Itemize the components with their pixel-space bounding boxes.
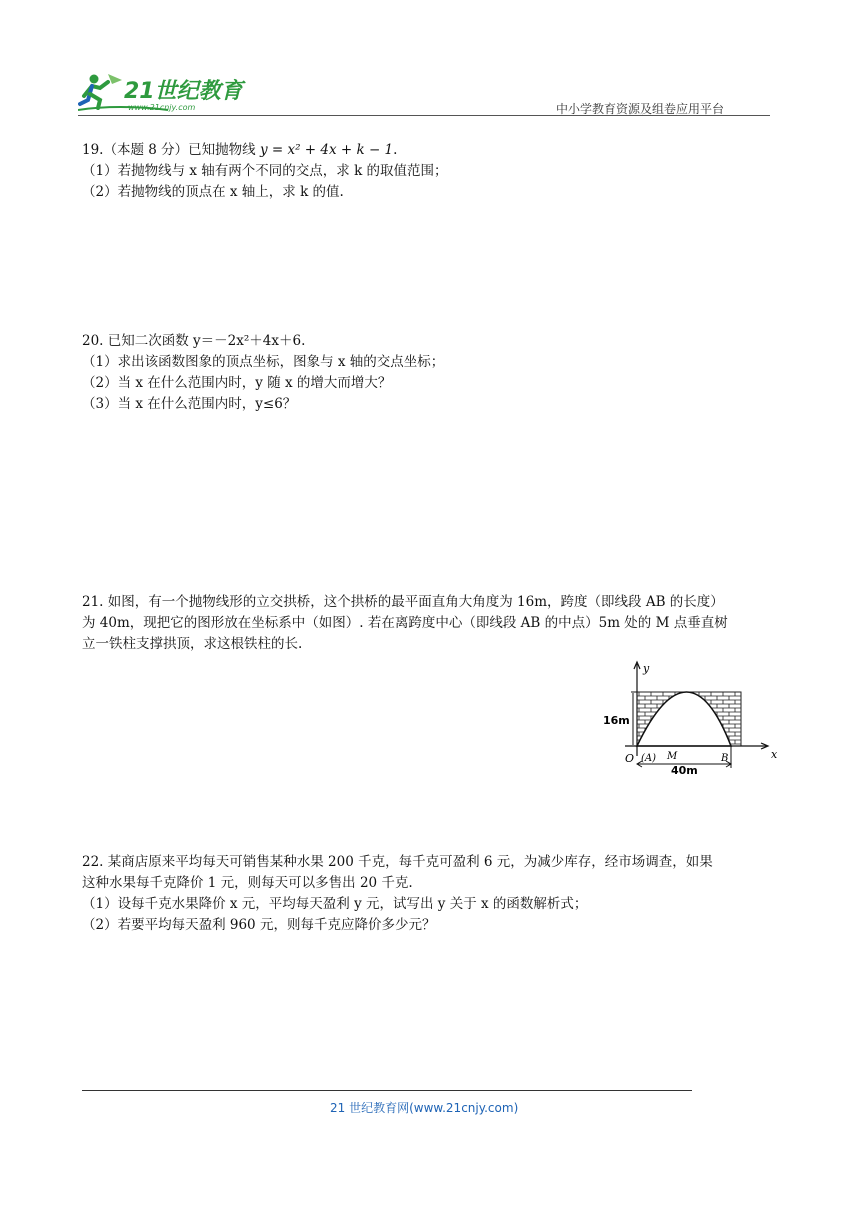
question-22 [82, 852, 782, 936]
question-22-line-2: 这种水果每千克降价 1 元，则每天可以多售出 20 千克. [82, 875, 413, 891]
svg-text:www.21cnjy.com: www.21cnjy.com [128, 103, 196, 112]
question-20-part-3: （3）当 x 在什么范围内时，y≤6？ [82, 396, 297, 412]
svg-text:21世纪教育: 21世纪教育 [124, 79, 243, 104]
origin-label: O [625, 752, 635, 765]
question-22-line-1: 22. 某商店原来平均每天可销售某种水果 200 千克，每千克可盈利 6 元，为减少库存，经市场调查，如果 [82, 854, 713, 870]
question-20-part-1: （1）求出该函数图象的顶点坐标，图象与 x 轴的交点坐标； [82, 354, 445, 370]
footer-divider [82, 1090, 692, 1091]
y-axis-label: y [643, 662, 650, 675]
question-20-part-2: （2）当 x 在什么范围内时，y 随 x 的增大而增大？ [82, 375, 392, 391]
question-21-line-2: 为 40m，现把它的图形放在坐标系中（如图）. 若在离跨度中心（即线段 AB 的中点）5m 处的 M 点垂直树 [82, 615, 728, 631]
platform-name: 中小学教育资源及组卷应用平台 [556, 102, 725, 116]
question-22-part-1: （1）设每千克水果降价 x 元，平均每天盈利 y 元，试写出 y 关于 x 的函数解析式； [82, 896, 588, 912]
question-19-stem: 19.（本题 8 分）已知抛物线 y = x² + 4x + k − 1. [82, 142, 398, 158]
question-19 [82, 140, 782, 203]
question-20-stem: 20. 已知二次函数 y＝－2x²＋4x＋6. [82, 333, 306, 349]
x-axis-label: x [771, 748, 778, 761]
height-label: 16m [603, 714, 630, 727]
m-label: M [667, 751, 678, 762]
question-19-formula: y = x² + 4x + k − 1 [259, 142, 394, 158]
site-logo [78, 70, 258, 114]
b-label: B [721, 753, 729, 764]
question-21 [82, 592, 782, 655]
header-divider [78, 115, 770, 116]
question-22-part-2: （2）若要平均每天盈利 960 元，则每千克应降价多少元？ [82, 917, 436, 933]
question-19-part-2: （2）若抛物线的顶点在 x 轴上，求 k 的值. [82, 184, 344, 200]
question-20 [82, 331, 782, 415]
question-21-line-3: 立一铁柱支撑拱顶，求这根铁柱的长. [82, 636, 303, 652]
footer-link[interactable]: 21 世纪教育网(www.21cnjy.com) [330, 1101, 519, 1115]
question-19-part-1: （1）若抛物线与 x 轴有两个不同的交点，求 k 的取值范围； [82, 163, 448, 179]
bridge-figure [597, 660, 787, 776]
runner-logo-icon [78, 70, 258, 114]
a-label: (A) [641, 753, 657, 764]
width-label: 40m [671, 764, 698, 776]
question-21-line-1: 21. 如图，有一个抛物线形的立交拱桥，这个拱桥的最平面直角大角度为 16m，跨度（即线段 AB 的长度） [82, 594, 724, 610]
